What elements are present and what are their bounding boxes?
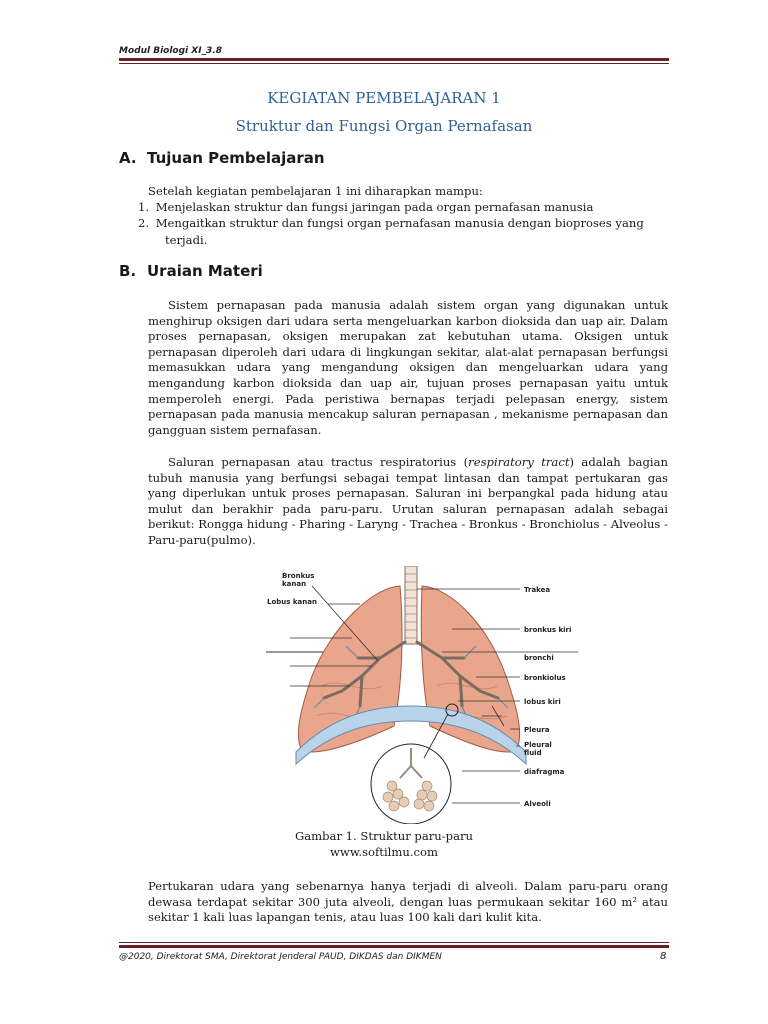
label-diafragma: diafragma xyxy=(524,768,565,776)
label-bronkus-kiri: bronkus kiri xyxy=(524,626,572,634)
paragraph-respiratory-tract xyxy=(148,455,668,549)
label-pleura: Pleura xyxy=(524,726,550,734)
lung-structure-figure xyxy=(262,566,582,824)
section-a-heading xyxy=(119,149,325,167)
footer-rule-thick xyxy=(119,945,669,948)
label-pleural-fluid-2: fluid xyxy=(524,749,542,757)
header-rule-thin xyxy=(119,63,669,64)
p2-after: ) adalah bagian tubuh manusia yang berfungsi sebagai tempat lintasan dan tampat pertukaran gas yang diperlukan untuk proses pernapasan. Saluran ini berpangkal pada hidung atau mulut dan berakhir pada paru-paru. Urutan saluran pernapasan adalah sebagai berikut: Rongga hidung - Pharing - Laryng - Trachea - Bronkus - Bronchiolus - Alveolus - Paru-paru(pulmo). xyxy=(148,455,668,547)
label-bronchi: bronchi xyxy=(524,654,554,662)
section-a-letter: A. xyxy=(119,149,137,167)
label-bronkus-kanan-2: kanan xyxy=(282,580,307,588)
page-number: 8 xyxy=(660,951,667,962)
paragraph-alveoli: Pertukaran udara yang sebenarnya hanya terjadi di alveoli. Dalam paru-paru orang dewasa terdapat sekitar 300 juta alveoli, dengan luas permukaan sekitar 160 m² atau sekitar 1 kali luas lapangan tenis, atau luas 100 kali dari kulit kita. xyxy=(148,879,668,925)
objective-text: Mengaitkan struktur dan fungsi organ pernafasan manusia dengan bioproses yang xyxy=(155,216,644,230)
section-b-title: Uraian Materi xyxy=(147,262,263,280)
section-a-intro: Setelah kegiatan pembelajaran 1 ini diharapkan mampu: xyxy=(148,184,483,198)
footer-credit: @2020, Direktorat SMA, Direktorat Jenderal PAUD, DIKDAS dan DIKMEN xyxy=(119,952,442,962)
objective-item xyxy=(138,200,668,216)
objective-text: Menjelaskan struktur dan fungsi jaringan pada organ pernafasan manusia xyxy=(155,200,594,214)
objective-number: 1. xyxy=(138,200,150,214)
figure-caption: Gambar 1. Struktur paru-paru xyxy=(294,829,474,843)
label-lobus-kiri: lobus kiri xyxy=(524,698,561,706)
label-bronkiolus: bronkiolus xyxy=(524,674,566,682)
topic-title: Struktur dan Fungsi Organ Pernafasan xyxy=(235,117,533,135)
lung-diagram xyxy=(262,566,582,824)
footer-rule-thin xyxy=(119,942,669,943)
p2-italic-term: respiratory tract xyxy=(468,455,570,469)
label-trakea: Trakea xyxy=(524,586,551,594)
section-b-letter: B. xyxy=(119,262,137,280)
label-alveoli: Alveoli xyxy=(524,800,551,808)
activity-title: KEGIATAN PEMBELAJARAN 1 xyxy=(267,89,501,107)
paragraph-respiratory-system: Sistem pernapasan pada manusia adalah sistem organ yang digunakan untuk menghirup oksigen dari udara serta mengeluarkan karbon dioksida dan uap air. Dalam proses pernapasan, oksigen merupakan zat kebutuhan utama. Oksigen untuk pernapasan diperoleh dari udara di lingkungan sekitar, alat-alat pernapasan berfungsi memasukkan udara yang mengandung oksigen dan mengeluarkan udara yang mengandung karbon dioksida dan uap air, tujuan proses pernapasan yaitu untuk memperoleh energi. Pada peristiwa bernapas terjadi pelepasan energy, sistem pernapasan pada manusia mencakup saluran pernapasan , mekanisme pernapasan dan gangguan sistem pernafasan. xyxy=(148,298,668,437)
label-lobus-kanan: Lobus kanan xyxy=(267,598,317,606)
section-b-heading xyxy=(119,262,263,280)
module-header: Modul Biologi XI_3.8 xyxy=(119,46,222,56)
p2-before: Saluran pernapasan atau tractus respiratorius ( xyxy=(168,455,469,469)
objective-continuation: terjadi. xyxy=(165,233,208,247)
figure-source: www.softilmu.com xyxy=(330,845,438,859)
header-rule-thick xyxy=(119,58,669,61)
label-pleural-fluid-1: Pleural xyxy=(524,741,552,749)
label-bronkus-kanan-1: Bronkus xyxy=(282,572,315,580)
section-a-title: Tujuan Pembelajaran xyxy=(147,149,325,167)
objective-item xyxy=(138,216,668,232)
objective-number: 2. xyxy=(138,216,150,230)
